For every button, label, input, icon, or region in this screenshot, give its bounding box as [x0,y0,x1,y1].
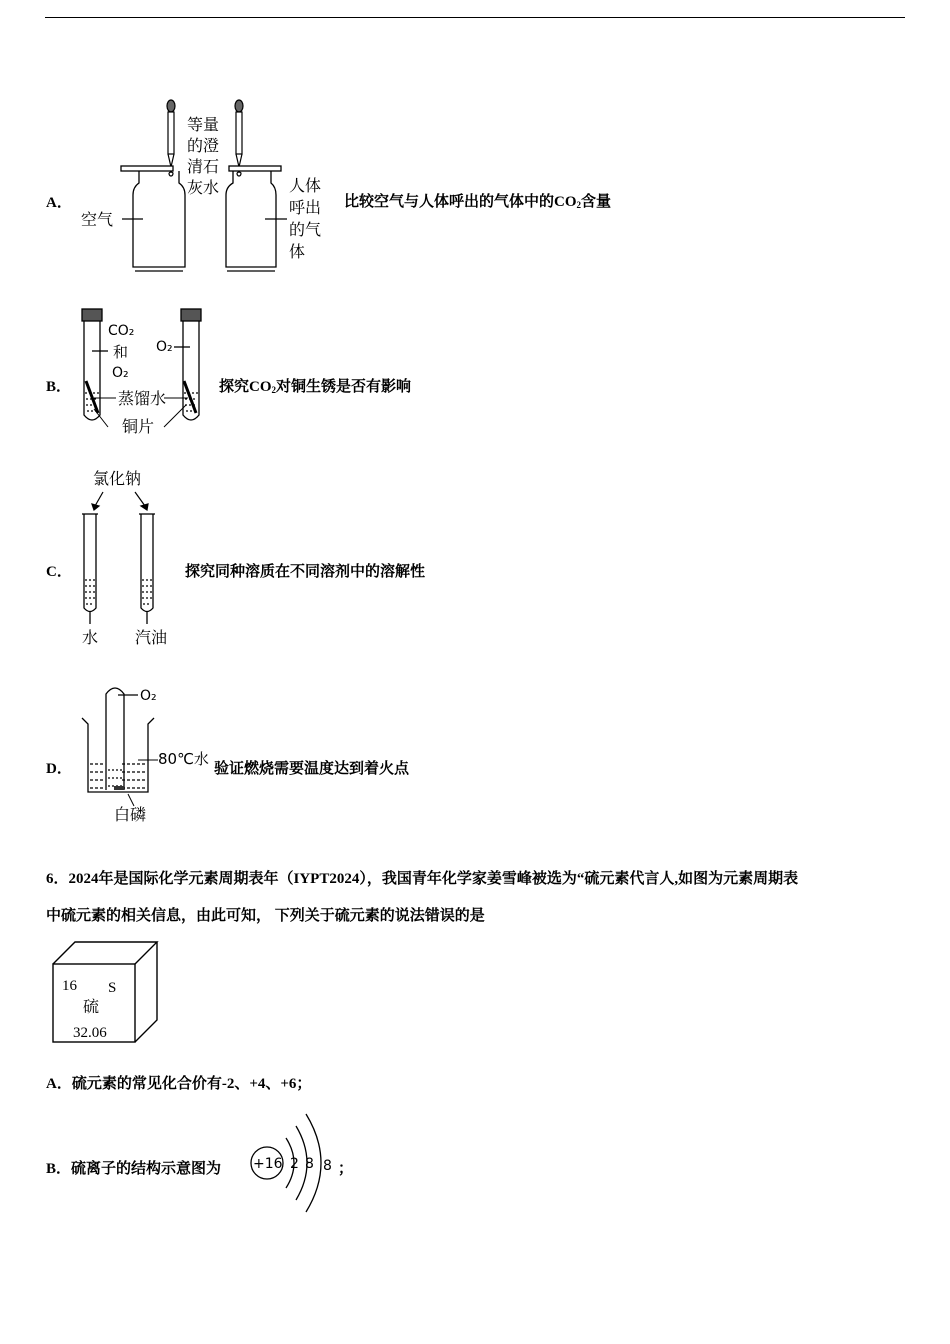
option-c-diagram [75,462,185,652]
element-name: 硫 [83,997,100,1016]
bottle-right [226,166,287,271]
label-copper: 铜片 [122,417,155,436]
label-gas-left-1: CO₂ [108,323,135,339]
label-water: 水 [82,628,99,647]
question-6-option-b-end: ； [338,1161,354,1177]
option-a-diagram [75,95,340,275]
option-b-letter: B． [46,379,72,395]
element-number: 16 [62,978,77,994]
label-breath-1: 人体 [289,176,322,195]
label-reagent-3: 清石 [187,157,220,176]
option-d-diagram [78,680,214,825]
label-gas-right: O₂ [156,339,173,355]
label-gasoline: 汽油 [135,628,168,647]
ion-shell-1: 2 [290,1156,299,1172]
label-reagent-4: 灰水 [187,178,220,197]
ion-nucleus: +16 [253,1156,283,1172]
ion-shell-3: 8 [323,1158,332,1174]
top-rule [45,17,905,18]
option-b-desc: 探究$CO_2$对铜生锈是否有影响 [219,379,412,395]
option-c-letter: C． [46,564,72,580]
question-6-line-2: 中硫元素的相关信息，由此可知， 下列关于硫元素的说法错误的是 [46,908,485,924]
label-white-phosphorus: 白磷 [114,805,147,824]
label-gas-left-2: 和 [113,343,129,361]
test-tube-right [174,309,201,420]
element-mass: 32.06 [73,1025,107,1041]
element-symbol: S [108,980,117,996]
inverted-tube [106,688,138,790]
sulfide-ion-diagram [248,1108,338,1218]
label-distilled-water: 蒸馏水 [118,389,167,408]
dropper-left [167,100,175,176]
label-breath-3: 的气 [289,220,322,239]
label-reagent-2: 的澄 [187,136,220,155]
option-a-desc: 比较空气与人体呼出的气体中的$CO_2$含量 [344,194,612,210]
bottle-left [121,166,185,271]
label-reagent-1: 等量 [187,115,220,134]
beaker [82,718,154,792]
label-breath-4: 体 [289,242,306,261]
option-d-letter: D． [46,761,72,777]
sulfur-element-cube [50,940,162,1046]
option-b-diagram [78,305,213,440]
test-tube-left [82,309,108,420]
label-hot-water: 80℃水 [158,750,209,768]
label-breath-2: 呼出 [289,198,322,217]
dropper-right [235,100,243,176]
option-d-desc: 验证燃烧需要温度达到着火点 [214,761,410,777]
ion-shell-2: 8 [305,1156,314,1172]
test-tube-gasoline [139,514,155,624]
question-6-line-1: 6．2024年是国际化学元素周期表年（IYPT2024），我国青年化学家姜雪峰被选为“硫元素代言人,如图为元素周期表 [46,871,799,887]
test-tube-water [82,514,98,624]
option-a-letter: A． [46,195,72,211]
option-c-desc: 探究同种溶质在不同溶剂中的溶解性 [185,564,426,580]
label-gas-left-3: O₂ [112,365,129,381]
label-air: 空气 [81,210,114,229]
label-sodium-chloride: 氯化钠 [93,469,142,488]
question-6-option-b: B．硫离子的结构示意图为 [46,1161,222,1177]
label-oxygen: O₂ [140,688,157,704]
question-6-option-a: A．硫元素的常见化合价有-2、+4、+6； [46,1076,312,1092]
